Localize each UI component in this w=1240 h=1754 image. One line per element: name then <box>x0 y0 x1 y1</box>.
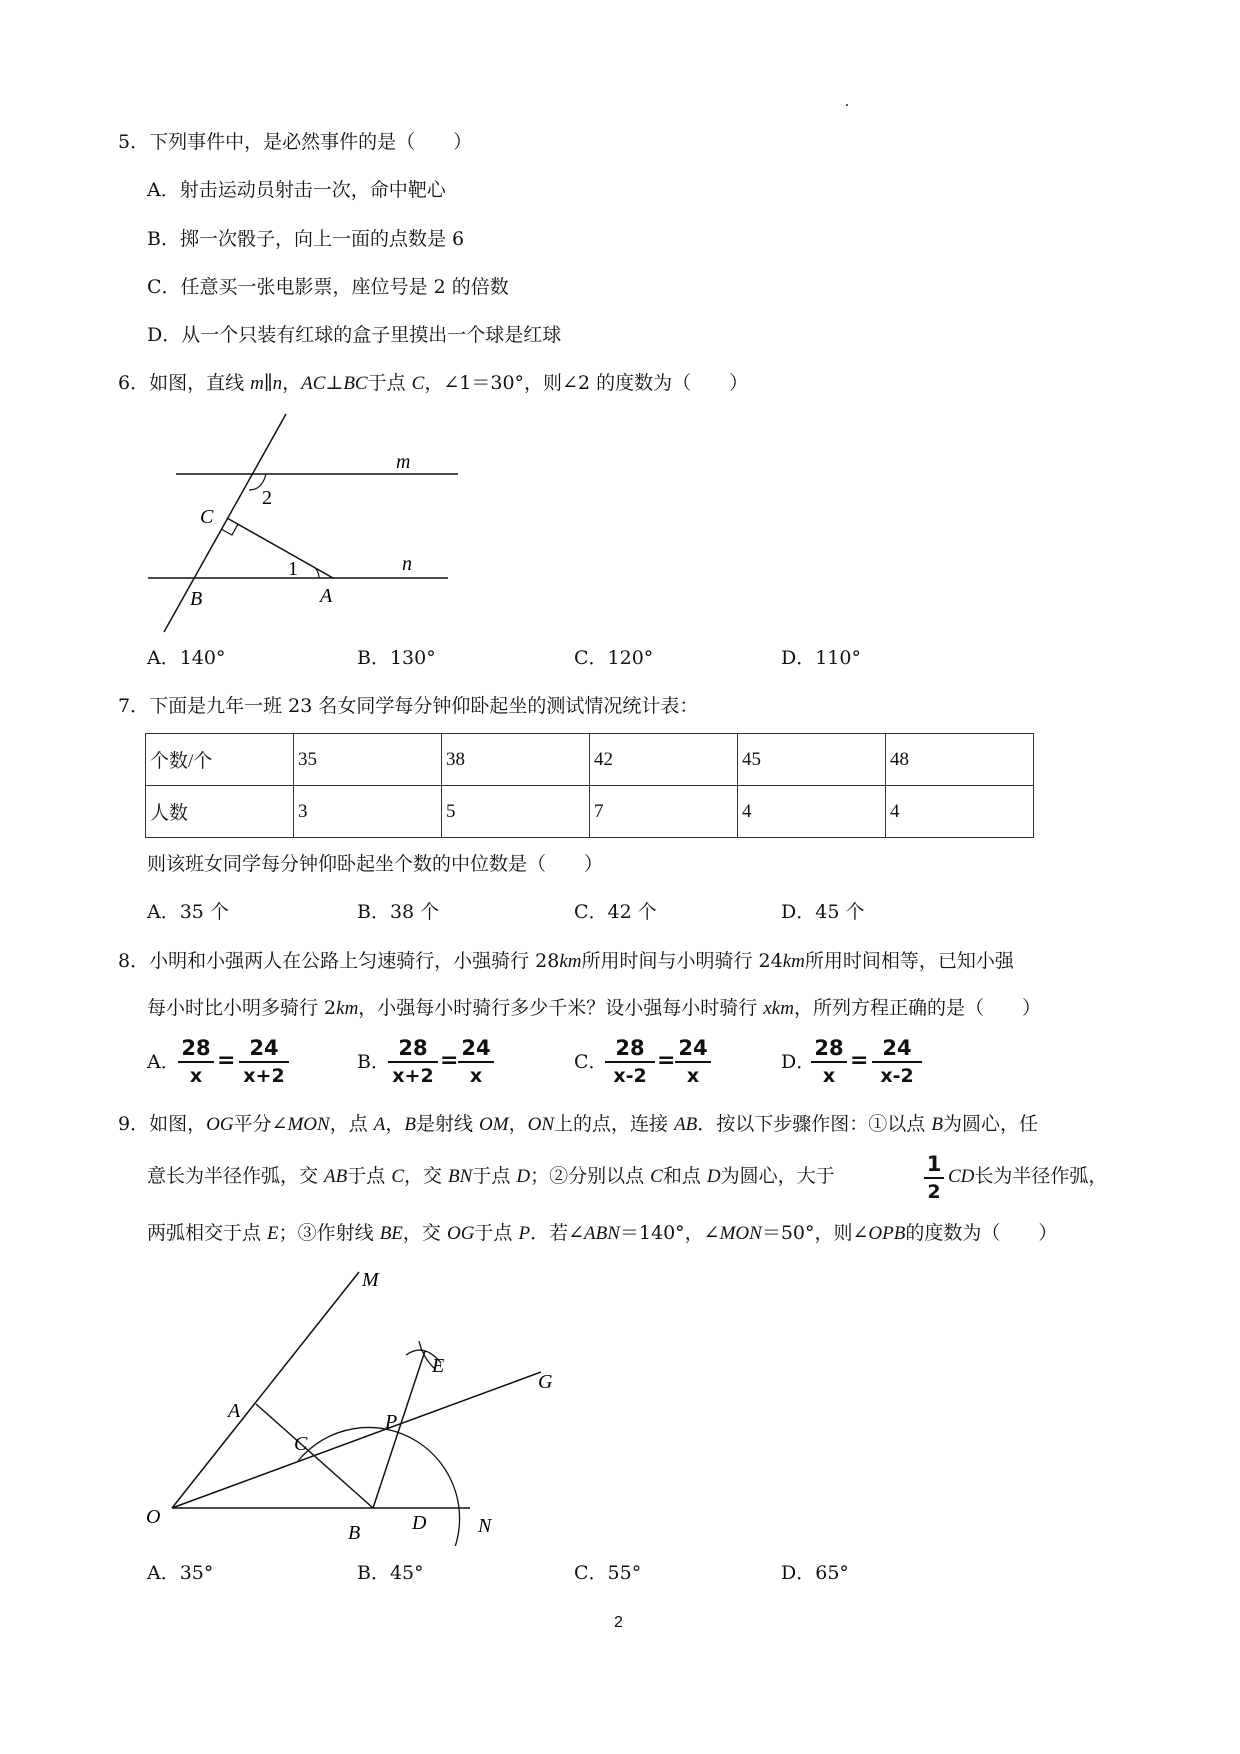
q6-segment-ca <box>227 518 333 578</box>
q9-og2: OG <box>446 1223 475 1244</box>
q5-option-b[interactable]: B．掷一次骰子，向上一面的点数是 6 <box>147 228 465 250</box>
q6-stem-c: C <box>411 373 425 394</box>
q7-option-d[interactable]: D．45 个 <box>781 901 865 923</box>
q9-ray-om <box>172 1272 359 1508</box>
q9-d1: D <box>516 1166 531 1187</box>
q5-stem: 5．下列事件中，是必然事件的是（ ） <box>118 131 473 153</box>
q8-line1-a: 8．小明和小强两人在公路上匀速骑行，小强骑行 28 <box>118 950 560 972</box>
q9-c1: C <box>391 1166 404 1187</box>
frac-denominator: x+2 <box>392 1065 434 1087</box>
page-number: 2 <box>614 1614 623 1631</box>
frac-denominator: x <box>686 1065 700 1087</box>
q9-l3-g: ＝50°，则∠ <box>761 1222 869 1244</box>
q7-stats-table <box>145 733 1034 838</box>
q9-label-g: G <box>538 1371 553 1393</box>
q6-option-a[interactable]: A．140° <box>147 647 226 669</box>
q9-p1: P <box>518 1223 531 1244</box>
table-cell: 4 <box>738 786 886 838</box>
q9-line3 <box>147 1224 1057 1243</box>
frac-numerator: 24 <box>461 1036 491 1060</box>
table-cell: 7 <box>590 786 738 838</box>
q9-l3-a: 两弧相交于点 <box>147 1222 268 1244</box>
frac-numerator: 24 <box>249 1036 279 1060</box>
q5-option-a[interactable]: A．射击运动员射击一次，命中靶心 <box>147 179 446 201</box>
table-cell: 35 <box>294 734 442 786</box>
q8-option-d-frac1 <box>811 1036 847 1088</box>
q6-stem-n: n <box>272 373 283 394</box>
q9-l3-h: 的度数为（ ） <box>905 1222 1058 1244</box>
q9-figure <box>140 1266 580 1546</box>
q6-stem-ac: AC <box>301 373 326 394</box>
table-cell: 4 <box>886 786 1034 838</box>
q9-l2-f: 和点 <box>662 1165 707 1187</box>
q9-segment-ab <box>256 1404 373 1508</box>
q6-option-c[interactable]: C．120° <box>574 647 654 669</box>
q6-option-d[interactable]: D．110° <box>781 647 861 669</box>
q8-line1 <box>118 952 1014 971</box>
q9-l1-d: ， <box>385 1113 405 1135</box>
q6-label-c: C <box>200 506 214 528</box>
q9-e1: E <box>267 1223 279 1244</box>
table-cell: 3 <box>294 786 442 838</box>
frac-denominator: x <box>469 1065 483 1087</box>
q9-l3-c: ，交 <box>402 1222 447 1244</box>
q9-ray-og <box>172 1372 541 1508</box>
q6-transversal <box>164 414 286 632</box>
q9-label-b: B <box>348 1522 361 1544</box>
q8-option-b-letter[interactable]: B． <box>357 1051 390 1073</box>
table-cell: 38 <box>442 734 590 786</box>
frac-numerator: 24 <box>678 1036 708 1060</box>
q9-ab1: AB <box>674 1114 698 1135</box>
q9-option-c[interactable]: C．55° <box>574 1562 642 1584</box>
q9-half-fraction <box>924 1152 944 1204</box>
q9-l2-b: 于点 <box>347 1165 392 1187</box>
q6-label-1: 1 <box>288 558 298 580</box>
q9-l2-e: ；②分别以点 <box>530 1165 651 1187</box>
q6-figure <box>140 410 460 650</box>
q8-option-c-frac1 <box>605 1036 655 1088</box>
q5-option-c[interactable]: C．任意买一张电影票，座位号是 2 的倍数 <box>147 276 509 298</box>
q6-stem-text-a: 6．如图，直线 <box>118 372 251 394</box>
table-header-cell: 个数/个 <box>146 734 294 786</box>
q9-b1: B <box>404 1114 416 1135</box>
q8-option-a-frac1 <box>178 1036 214 1088</box>
q9-l3-b: ；③作射线 <box>278 1222 380 1244</box>
stray-dot <box>846 104 848 106</box>
frac-numerator: 28 <box>814 1036 844 1060</box>
q9-label-p: P <box>385 1411 398 1433</box>
q9-label-o: O <box>146 1506 161 1528</box>
table-cell: 5 <box>442 786 590 838</box>
frac-numerator: 28 <box>398 1036 428 1060</box>
q9-l2-a: 意长为半径作弧，交 <box>147 1165 325 1187</box>
q9-abn: ABN <box>584 1223 620 1244</box>
frac-numerator: 24 <box>882 1036 912 1060</box>
q6-stem-text-f: ，∠1＝30°，则∠2 的度数为（ ） <box>424 372 749 394</box>
q7-option-a[interactable]: A．35 个 <box>147 901 229 923</box>
q7-option-b[interactable]: B．38 个 <box>357 901 440 923</box>
q9-l3-f: ＝140°，∠ <box>619 1222 720 1244</box>
frac-denominator: x <box>822 1065 836 1087</box>
q9-om: OM <box>479 1114 509 1135</box>
q8-option-d-eq: = <box>850 1048 869 1073</box>
q9-l2-g: 为圆心，大于 <box>720 1165 835 1187</box>
frac-denominator: x-2 <box>613 1065 647 1087</box>
q9-b2: B <box>931 1114 943 1135</box>
q6-option-b[interactable]: B．130° <box>357 647 436 669</box>
q7-stem: 7．下面是九年一班 23 名女同学每分钟仰卧起坐的测试情况统计表： <box>118 695 699 717</box>
table-cell: 42 <box>590 734 738 786</box>
q8-line1-b: 所用时间与小明骑行 24 <box>581 950 783 972</box>
q9-opb: OPB <box>868 1223 906 1244</box>
q6-stem-perp: ⊥ <box>325 372 344 394</box>
q9-line1 <box>118 1115 1038 1134</box>
q9-l2-h: 长为半径作弧， <box>974 1165 1108 1187</box>
q9-l1-f: ， <box>508 1113 528 1135</box>
q9-option-b[interactable]: B．45° <box>357 1562 424 1584</box>
q8-line2-c: ，所列方程正确的是（ ） <box>793 997 1041 1019</box>
q9-label-c: C <box>294 1433 308 1455</box>
q5-option-d[interactable]: D．从一个只装有红球的盒子里摸出一个球是红球 <box>147 324 562 346</box>
q8-option-d-frac2 <box>872 1036 922 1088</box>
q6-label-n: n <box>402 553 412 575</box>
q9-option-d[interactable]: D．65° <box>781 1562 849 1584</box>
q6-stem <box>118 374 748 393</box>
q8-option-b-frac2 <box>458 1036 494 1088</box>
q9-label-e: E <box>432 1355 445 1377</box>
q8-option-b-eq: = <box>440 1048 459 1073</box>
q6-stem-text-e: 于点 <box>367 372 412 394</box>
q9-option-a[interactable]: A．35° <box>147 1562 214 1584</box>
q9-l3-e: ．若∠ <box>530 1222 584 1244</box>
q9-label-a: A <box>228 1400 241 1422</box>
q8-option-a-letter[interactable]: A． <box>147 1051 180 1073</box>
q9-line2 <box>147 1167 835 1186</box>
frac-numerator: 28 <box>181 1036 211 1060</box>
q9-l3-d: 于点 <box>474 1222 519 1244</box>
q9-a1: A <box>373 1114 386 1135</box>
q8-xkm: xkm <box>763 998 794 1019</box>
frac-numerator: 28 <box>615 1036 645 1060</box>
q8-km1: km <box>559 951 582 972</box>
q8-km3: km <box>336 998 359 1019</box>
q7-question: 则该班女同学每分钟仰卧起坐个数的中位数是（ ） <box>147 853 604 875</box>
q9-c2: C <box>650 1166 663 1187</box>
q9-label-n: N <box>478 1515 492 1537</box>
q9-l1-e: 是射线 <box>415 1113 480 1135</box>
q9-l1-h: ．按以下步骤作图：①以点 <box>697 1113 932 1135</box>
table-cell: 48 <box>886 734 1034 786</box>
q6-label-m: m <box>396 451 411 473</box>
q8-line2-a: 每小时比小明多骑行 2 <box>147 997 337 1019</box>
q6-stem-bc: BC <box>343 373 368 394</box>
q8-line2 <box>147 999 1041 1018</box>
q8-option-c-frac2 <box>675 1036 711 1088</box>
q8-line1-c: 所用时间相等，已知小强 <box>804 950 1014 972</box>
q9-be: BE <box>379 1223 403 1244</box>
q9-l1-i: 为圆心，任 <box>942 1113 1038 1135</box>
q7-option-c[interactable]: C．42 个 <box>574 901 657 923</box>
frac-denominator: x-2 <box>880 1065 914 1087</box>
q6-stem-m: m <box>250 373 264 394</box>
table-cell: 45 <box>738 734 886 786</box>
q9-l2-d: 于点 <box>472 1165 517 1187</box>
frac-denominator: x <box>189 1065 203 1087</box>
q9-mon2: MON <box>719 1223 762 1244</box>
q9-line2-tail <box>948 1167 1107 1186</box>
q9-l2-c: ，交 <box>404 1165 449 1187</box>
q9-mon1: MON <box>287 1114 330 1135</box>
q9-og1: OG <box>206 1114 234 1135</box>
table-header-cell: 人数 <box>146 786 294 838</box>
q9-bn: BN <box>448 1166 473 1187</box>
frac-numerator: 1 <box>926 1152 942 1176</box>
q9-d2: D <box>706 1166 721 1187</box>
q8-option-b-frac1 <box>388 1036 438 1088</box>
q8-option-d-letter[interactable]: D． <box>781 1051 816 1073</box>
q9-cd: CD <box>948 1166 975 1187</box>
frac-denominator: x+2 <box>243 1065 285 1087</box>
q9-l1-g: 上的点，连接 <box>554 1113 675 1135</box>
q6-stem-parallel: ∥ <box>263 372 273 394</box>
q9-on: ON <box>527 1114 555 1135</box>
q6-label-2: 2 <box>262 487 272 509</box>
q9-label-d: D <box>412 1512 427 1534</box>
q8-option-c-letter[interactable]: C． <box>574 1051 608 1073</box>
q8-option-c-eq: = <box>657 1048 676 1073</box>
q8-option-a-frac2 <box>239 1036 289 1088</box>
q6-stem-comma: ， <box>282 372 302 394</box>
q9-arc-center-b <box>298 1427 460 1546</box>
frac-denominator: 2 <box>927 1181 941 1203</box>
q9-l1-c: ，点 <box>329 1113 374 1135</box>
q9-ray-be <box>373 1351 425 1508</box>
q9-l1-a: 9．如图， <box>118 1113 207 1135</box>
table-row <box>146 734 1034 786</box>
q6-label-b: B <box>190 588 203 610</box>
q6-label-a: A <box>320 585 333 607</box>
table-row <box>146 786 1034 838</box>
q9-label-m: M <box>362 1269 379 1291</box>
q9-ab2: AB <box>324 1166 348 1187</box>
q8-line2-b: ，小强每小时骑行多少千米？设小强每小时骑行 <box>358 997 764 1019</box>
q8-option-a-eq: = <box>217 1048 236 1073</box>
q9-l1-b: 平分∠ <box>233 1113 288 1135</box>
q8-km2: km <box>782 951 805 972</box>
